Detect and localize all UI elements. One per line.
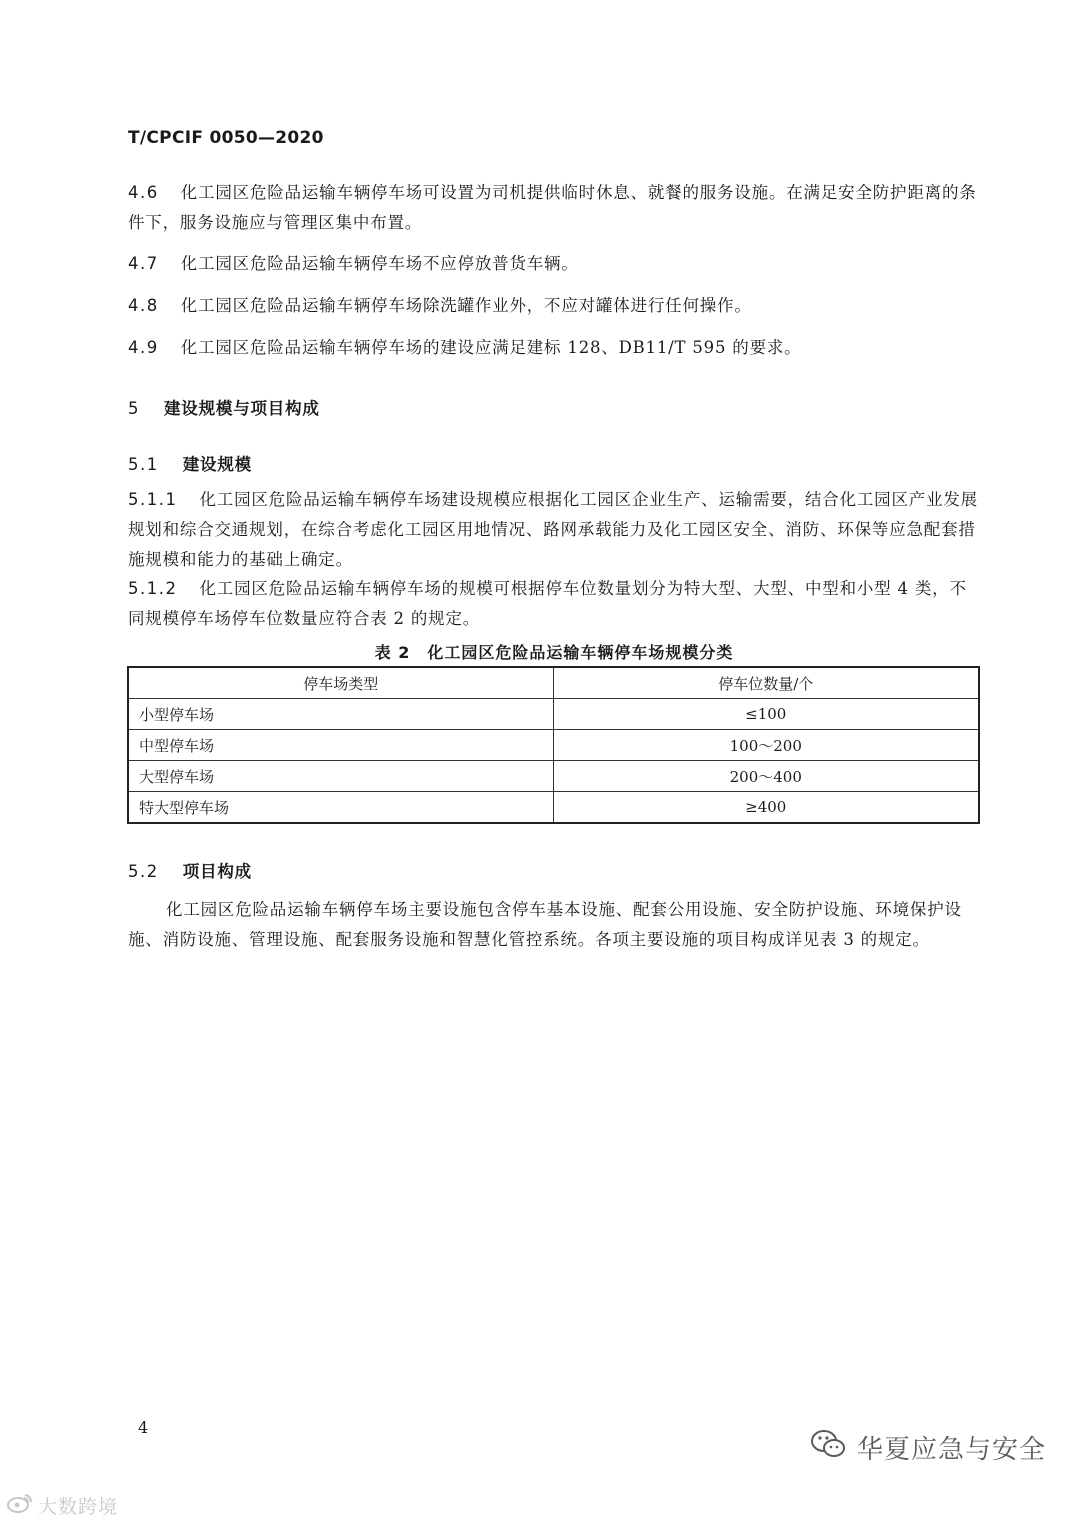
clause-text: 化工园区危险品运输车辆停车场建设规模应根据化工园区企业生产、运输需要，结合化工园区产业发展规划和综合交通规划，在综合考虑化工园区用地情况、路网承载能力及化工园区安全、消防、环保等应急配套措施规模和能力的基础上确定。 [128, 490, 978, 569]
section-heading-5-1 [128, 451, 252, 475]
standard-code: T/CPCIF 0050—2020 [128, 128, 324, 148]
clause-text: 化工园区危险品运输车辆停车场可设置为司机提供临时休息、就餐的服务设施。在满足安全防护距离的条件下，服务设施应与管理区集中布置。 [128, 183, 977, 232]
table-row [128, 730, 979, 761]
clause-number: 4.9 [128, 338, 159, 357]
table-cell: 中型停车场 [128, 730, 553, 761]
table-cell: 小型停车场 [128, 699, 553, 730]
clause-5-1-1 [128, 485, 980, 575]
clause-number: 5.1.2 [128, 579, 178, 598]
section-number: 5.1 [128, 455, 159, 474]
parking-scale-table [127, 666, 980, 824]
clause-5-1-2 [128, 574, 980, 634]
watermark-right [809, 1428, 1046, 1467]
clause-4-8 [128, 291, 980, 321]
weibo-icon [6, 1492, 34, 1519]
section-title: 项目构成 [182, 862, 252, 881]
column-header: 停车位数量/个 [553, 667, 979, 699]
table-row [128, 699, 979, 730]
table-cell: 大型停车场 [128, 761, 553, 792]
clause-number: 4.6 [128, 183, 159, 202]
section-heading-5-2 [128, 858, 252, 882]
table-cell: 100～200 [553, 730, 979, 761]
clause-number: 5.1.1 [128, 490, 178, 509]
watermark-left-text: 大数跨境 [38, 1496, 119, 1518]
clause-4-6 [128, 178, 980, 238]
table-row [128, 792, 979, 824]
paragraph-5-2: 化工园区危险品运输车辆停车场主要设施包含停车基本设施、配套公用设施、安全防护设施、环境保护设施、消防设施、管理设施、配套服务设施和智慧化管控系统。各项主要设施的项目构成详见表 3 的规定。 [128, 900, 962, 949]
table-caption: 表 2 化工园区危险品运输车辆停车场规模分类 [374, 643, 734, 662]
section-title: 建设规模与项目构成 [164, 399, 320, 418]
section-heading-5 [128, 395, 320, 419]
section-title: 建设规模 [182, 455, 252, 474]
clause-text: 化工园区危险品运输车辆停车场除洗罐作业外，不应对罐体进行任何操作。 [180, 296, 752, 315]
column-header: 停车场类型 [128, 667, 553, 699]
table-header-row [128, 667, 979, 699]
clause-4-9 [128, 333, 980, 363]
section-number: 5 [128, 399, 140, 418]
table-cell: ≥400 [553, 792, 979, 824]
clause-text: 化工园区危险品运输车辆停车场的规模可根据停车位数量划分为特大型、大型、中型和小型 4 类，不同规模停车场停车位数量应符合表 2 的规定。 [128, 579, 967, 628]
table-cell: 200～400 [553, 761, 979, 792]
section-number: 5.2 [128, 862, 159, 881]
clause-number: 4.7 [128, 254, 159, 273]
clause-text: 化工园区危险品运输车辆停车场不应停放普货车辆。 [180, 254, 579, 273]
clause-4-7 [128, 249, 980, 279]
watermark-right-text: 华夏应急与安全 [856, 1435, 1046, 1465]
page-number: 4 [138, 1418, 149, 1437]
table-cell: 特大型停车场 [128, 792, 553, 824]
table-row [128, 761, 979, 792]
watermark-left [6, 1492, 118, 1519]
clause-text: 化工园区危险品运输车辆停车场的建设应满足建标 128、DB11/T 595 的要求。 [180, 338, 802, 357]
clause-number: 4.8 [128, 296, 159, 315]
wechat-icon [809, 1428, 847, 1467]
table-cell: ≤100 [553, 699, 979, 730]
